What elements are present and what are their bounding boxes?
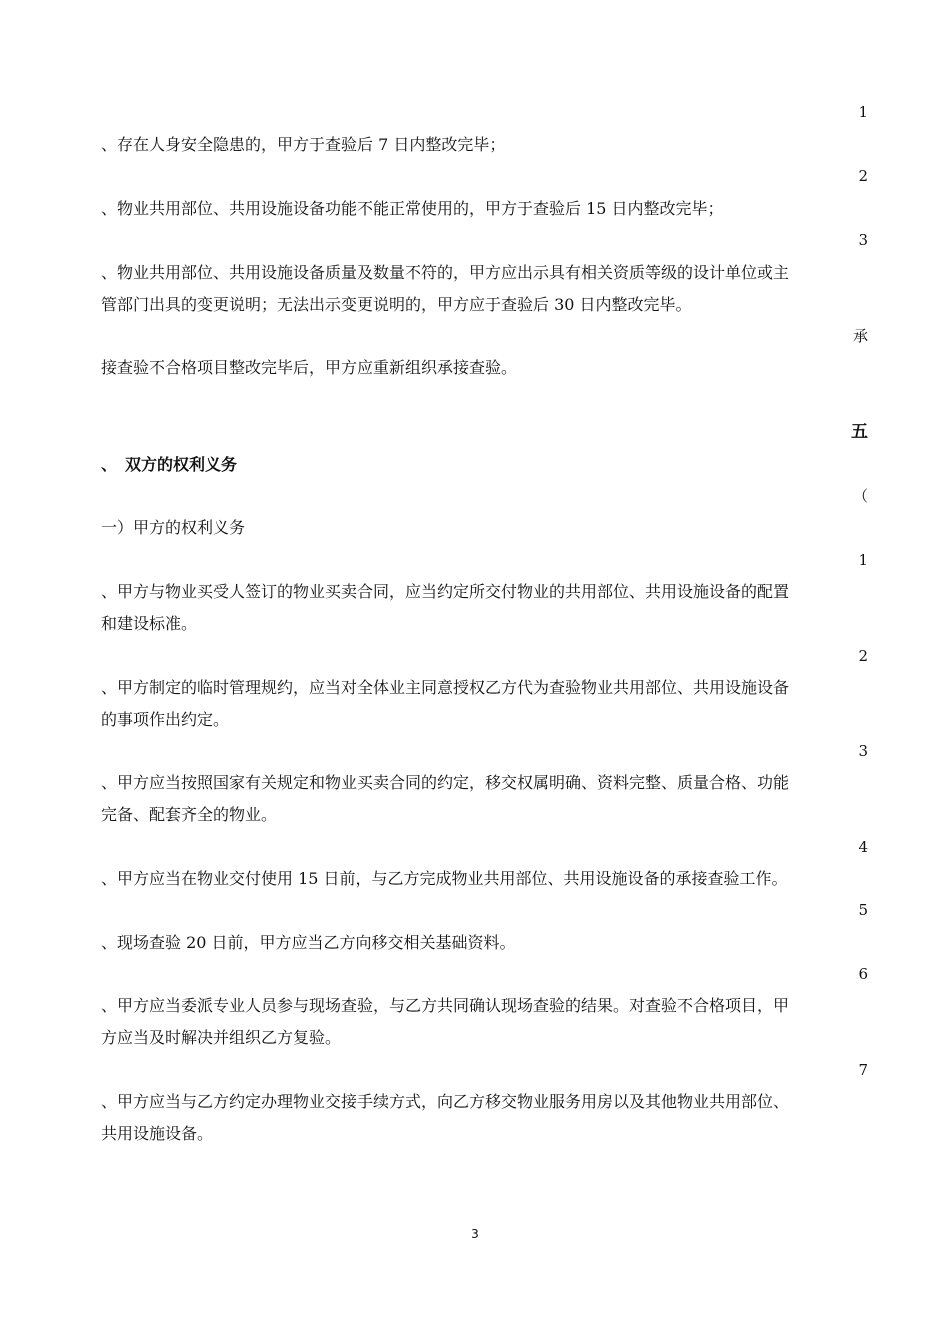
duty-number: 5 bbox=[858, 901, 868, 919]
page-number: 3 bbox=[471, 1227, 479, 1241]
duty-number: 7 bbox=[858, 1061, 868, 1079]
duty-text: 、现场查验 20 日前，甲方应当乙方向移交相关基础资料。 bbox=[101, 933, 516, 952]
duty-number: 1 bbox=[858, 551, 868, 569]
duty-text: 、甲方与物业买受人签订的物业买卖合同，应当约定所交付物业的共用部位、共用设施设备的配置 bbox=[101, 582, 790, 601]
section-number: 五 bbox=[851, 422, 868, 442]
item-text: 、物业共用部位、共用设施设备质量及数量不符的，甲方应出示具有相关资质等级的设计单位或主 bbox=[101, 263, 790, 282]
duty-text: 、甲方制定的临时管理规约，应当对全体业主同意授权乙方代为查验物业共用部位、共用设施设备 bbox=[101, 678, 790, 697]
duty-number: 6 bbox=[858, 965, 868, 983]
section-heading: 、 双方的权利义务 bbox=[101, 455, 238, 474]
duty-text: 完备、配套齐全的物业。 bbox=[101, 805, 278, 824]
item-text: 接查验不合格项目整改完毕后，甲方应重新组织承接查验。 bbox=[101, 358, 518, 377]
duty-text: 共用设施设备。 bbox=[101, 1124, 214, 1143]
item-text: 、物业共用部位、共用设施设备功能不能正常使用的，甲方于查验后 15 日内整改完毕； bbox=[101, 199, 724, 218]
item-number: 承 bbox=[852, 327, 868, 345]
duty-number: 3 bbox=[858, 742, 868, 760]
item-number: 3 bbox=[858, 231, 868, 249]
item-number: 1 bbox=[858, 103, 868, 121]
subsection-number: （ bbox=[852, 487, 868, 505]
duty-number: 4 bbox=[858, 838, 868, 856]
duty-text: 和建设标准。 bbox=[101, 614, 198, 633]
subsection-heading: 一）甲方的权利义务 bbox=[101, 518, 246, 537]
duty-text: 、甲方应当按照国家有关规定和物业买卖合同的约定，移交权属明确、资料完整、质量合格、功能 bbox=[101, 773, 790, 792]
item-number: 2 bbox=[858, 167, 868, 185]
item-text: 管部门出具的变更说明；无法出示变更说明的，甲方应于查验后 30 日内整改完毕。 bbox=[101, 295, 692, 314]
item-text: 、存在人身安全隐患的，甲方于查验后 7 日内整改完毕； bbox=[101, 135, 506, 154]
duty-text: 、甲方应当委派专业人员参与现场查验，与乙方共同确认现场查验的结果。对查验不合格项目，甲 bbox=[101, 996, 790, 1015]
duty-text: 方应当及时解决并组织乙方复验。 bbox=[101, 1028, 342, 1047]
duty-text: 、甲方应当与乙方约定办理物业交接手续方式，向乙方移交物业服务用房以及其他物业共用部位、 bbox=[101, 1092, 790, 1111]
duty-number: 2 bbox=[858, 647, 868, 665]
duty-text: 、甲方应当在物业交付使用 15 日前，与乙方完成物业共用部位、共用设施设备的承接查验工作。 bbox=[101, 869, 788, 888]
duty-text: 的事项作出约定。 bbox=[101, 710, 230, 729]
